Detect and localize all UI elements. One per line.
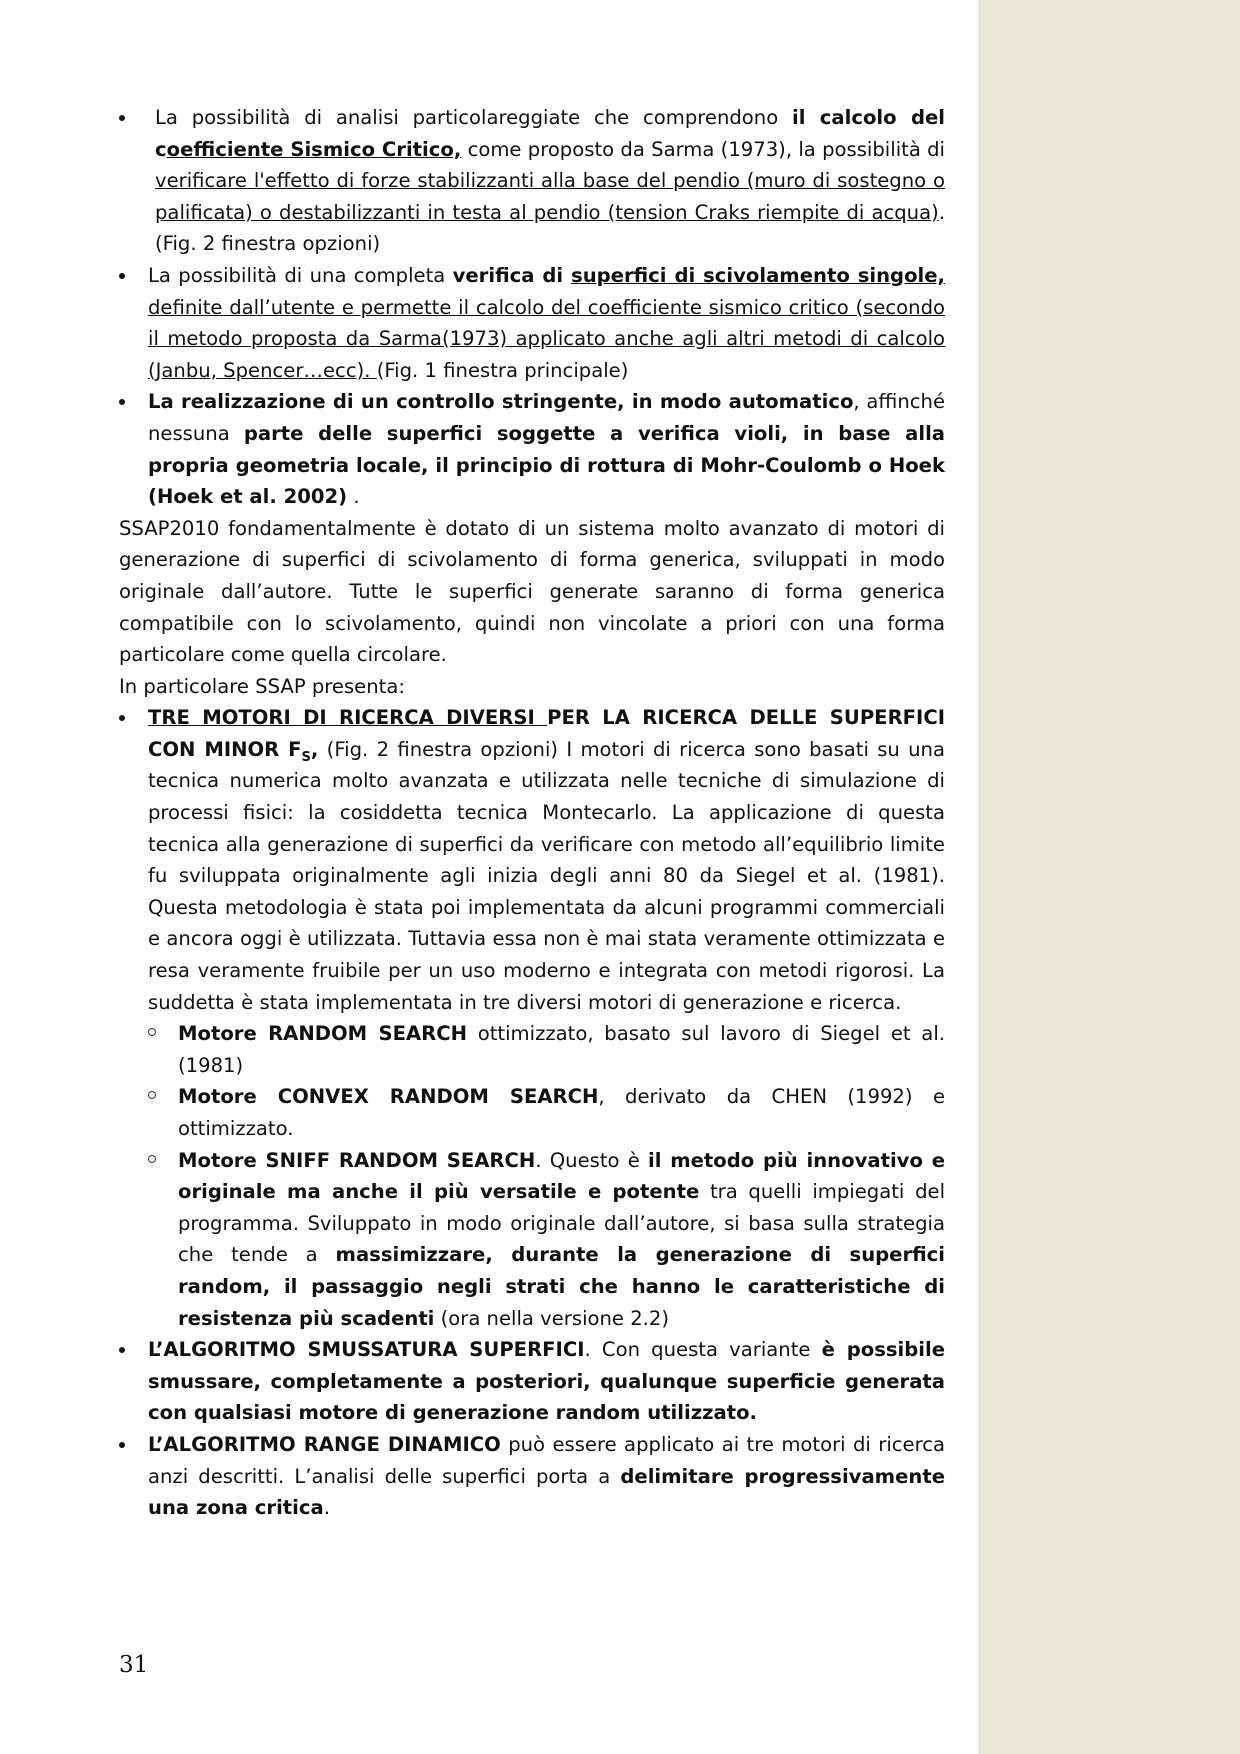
text-run: La possibilità di analisi particolareggiate che comprendono (155, 106, 792, 129)
bullet-icon (119, 1347, 125, 1353)
text-run: PER LA RICERCA DELLE SUPERFICI CON MINOR F (148, 706, 945, 761)
bullet-item-search-engines (119, 702, 945, 1334)
text-run: verificare l'effetto di forze stabilizzanti alla base del pendio (muro di sostegno o palificata) o destabilizzanti in testa al pendio (tension Craks riempite di acqua) (155, 169, 945, 224)
text-run: S (301, 749, 311, 765)
text-run: , affinché nessuna (148, 390, 946, 445)
engine-sublist (148, 1018, 945, 1334)
bullet-item-smoothing-algorithm (119, 1334, 945, 1429)
text-run: (Fig. 2 finestra opzioni) I motori di ricerca sono basati su una tecnica numerica molto avanzata e utilizzata nelle tecniche di simulazione di processi fisici: la cosiddetta tecnica Montecarlo. La applicazione di questa tecnica alla generazione di superfici da verificare con metodo all’equilibrio limite fu sviluppata originalmente agli inizia degli anni 80 da Siegel et al. (1981). Questa metodologia è stata poi implementata da alcuni programmi commerciali e ancora oggi è utilizzata. Tuttavia essa non è mai stata veramente ottimizzata e resa veramente fruibile per un uso moderno e integrata con metodi rigorosi. La suddetta è stata implementata in tre diversi motori di generazione e ricerca. (148, 737, 945, 1014)
text-run: Motore SNIFF RANDOM SEARCH (178, 1148, 536, 1172)
text-run: verifica di (452, 263, 572, 287)
text-run: ottimizzato, basato sul lavoro di Siegel et al. (1981) (178, 1022, 945, 1077)
bullet-text-seismic (155, 106, 945, 255)
text-run: il metodo più innovativo e originale ma anche il più versatile e potente (178, 1148, 945, 1204)
text-run: (ora nella versione 2.2) (434, 1306, 670, 1330)
text-run: L’ALGORITMO RANGE DINAMICO (148, 1432, 501, 1456)
feature-list-bottom (119, 702, 945, 1523)
text-run: , derivato da CHEN (1992) e ottimizzato. (178, 1085, 945, 1140)
text-run: In particolare SSAP presenta: (119, 674, 405, 698)
paragraph-intro (119, 671, 945, 703)
text-run: superfici di scivolamento singole, (571, 263, 945, 287)
page-margin-band (978, 0, 1240, 1754)
bullet-text-smoothing-algorithm (148, 1338, 945, 1424)
bullet-item-dynamic-range (119, 1429, 945, 1524)
text-run: definite dall’utente e permette il calcolo del coefficiente sismico critico (secondo il metodo proposta da Sarma(1973) applicato anche agli altri metodi di calcolo (Janbu, Spencer…ecc). (148, 295, 945, 382)
sublist-item-convex-random-search (148, 1081, 945, 1144)
sublist-text-random-search (178, 1022, 945, 1077)
text-run: SSAP2010 fondamentalmente è dotato di un sistema molto avanzato di motori di generazione di superfici di scivolamento di forma generica, sviluppati in modo originale dall’autore. Tutte le superfici generate saranno di forma generica compatibile con lo scivolamento, quindi non vincolate a priori con una forma particolare come quella circolare. (119, 516, 945, 667)
text-run: .(Fig. 2 finestra opzioni) (155, 200, 945, 256)
text-run: , (310, 737, 319, 761)
text-run: è possibile smussare, completamente a posteriori, qualunque superficie generata con qualsiasi motore di generazione random utilizzato. (148, 1338, 945, 1425)
bullet-icon (119, 399, 125, 405)
text-run: il calcolo del c (155, 106, 945, 161)
text-run: La realizzazione di un controllo stringente, in modo automatico (148, 390, 854, 414)
text-run: può essere applicato ai tre motori di ricerca anzi descritti. L’analisi delle superfici porta a (148, 1432, 945, 1488)
text-run: . (323, 1496, 330, 1520)
text-run: parte delle superfici soggette a verifica violi, in base alla propria geometria locale, il principio di rottura di Mohr-Coulomb o Hoek (Hoek et al. 2002) (148, 421, 946, 509)
text-run: . (347, 485, 360, 509)
text-run: delimitare progressivamente una zona critica (148, 1464, 945, 1520)
circle-bullet-icon (148, 1091, 156, 1099)
text-run: . Con questa variante (584, 1338, 822, 1362)
sublist-text-sniff-random-search (178, 1149, 945, 1330)
text-run: massimizzare, durante la generazione di superfici random, il passaggio negli strati che hanno le caratteristiche di resistenza più scadenti (178, 1243, 945, 1330)
sublist-item-sniff-random-search (148, 1145, 945, 1335)
page-number: 31 (119, 1652, 149, 1678)
bullet-text-dynamic-range (148, 1433, 945, 1519)
circle-bullet-icon (148, 1028, 156, 1036)
paragraph-ssap2010 (119, 513, 945, 671)
sublist-item-random-search (148, 1018, 945, 1081)
text-run: TRE MOTORI DI RICERCA DIVERSI (148, 706, 548, 730)
text-run: Motore CONVEX RANDOM SEARCH (178, 1085, 599, 1109)
text-run: La possibilità di una completa (148, 263, 453, 287)
feature-list-top (119, 102, 945, 513)
document-body (119, 102, 945, 1524)
text-run: . Questo è (535, 1148, 648, 1172)
bullet-text-automatic-control (148, 390, 945, 508)
sublist-text-convex-random-search (178, 1085, 945, 1140)
bullet-item-automatic-control (119, 386, 945, 512)
bullet-icon (119, 273, 125, 279)
circle-bullet-icon (148, 1155, 156, 1163)
text-run: L’ALGORITMO SMUSSATURA SUPERFICI (148, 1338, 585, 1362)
bullet-text-single-surfaces (148, 264, 945, 382)
bullet-item-single-surfaces (119, 260, 945, 386)
bullet-icon (119, 715, 125, 721)
text-run: Motore RANDOM SEARCH (178, 1022, 468, 1046)
bullet-icon (119, 1442, 125, 1448)
text-run: oefficiente Sismico Critico, (166, 137, 462, 161)
bullet-text-search-engines (148, 706, 945, 1013)
bullet-item-seismic (119, 102, 945, 260)
text-run: tra quelli impiegati del programma. Sviluppato in modo originale dall’autore, si basa sulla strategia che tende a (178, 1180, 946, 1267)
bullet-icon (119, 115, 125, 121)
text-run: come proposto da Sarma (1973), la possibilità di (461, 137, 946, 161)
text-run: (Fig. 1 finestra principale) (376, 358, 629, 382)
